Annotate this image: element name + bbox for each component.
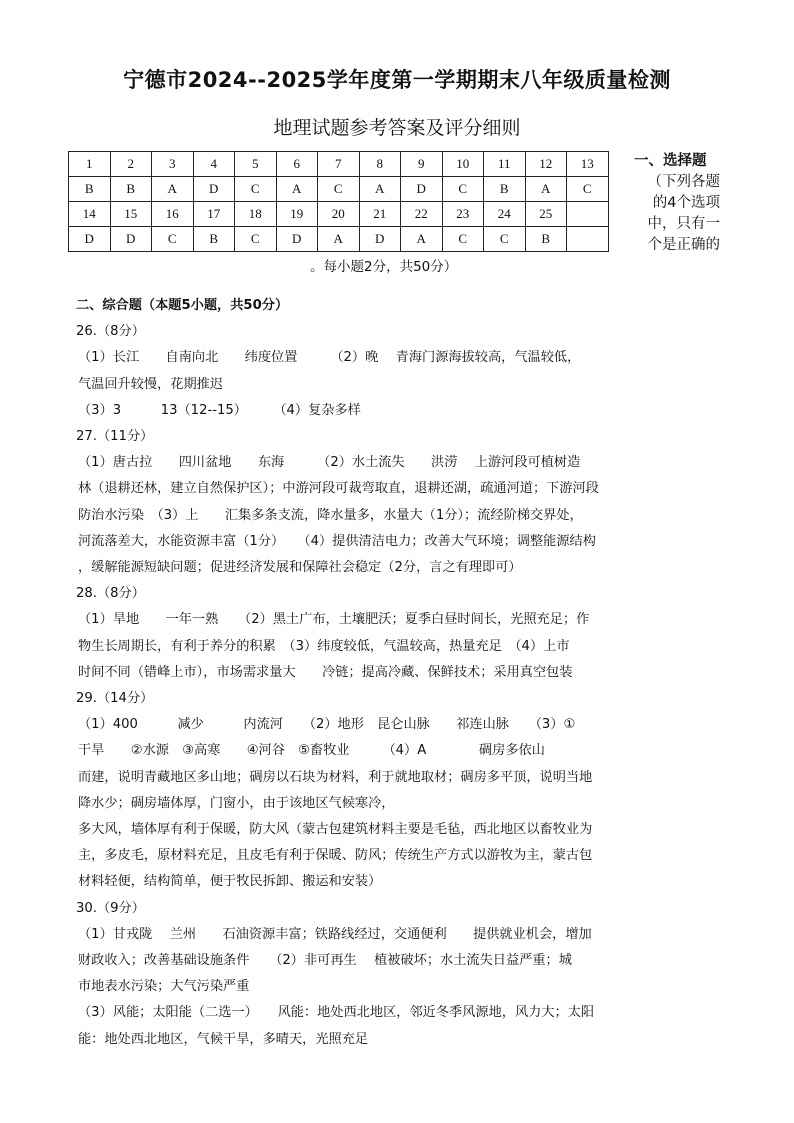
answer-cell: D xyxy=(276,227,318,252)
questions-list xyxy=(76,319,724,1053)
answer-line: 材料轻便，结构简单，便于牧民拆卸、搬运和安装） xyxy=(78,874,382,890)
answer-cell: B xyxy=(484,177,526,202)
answer-cell: A xyxy=(276,177,318,202)
question-number-cell: 18 xyxy=(235,202,277,227)
question-number-cell: 16 xyxy=(152,202,194,227)
answer-cell: C xyxy=(442,227,484,252)
answer-row xyxy=(69,227,609,252)
answer-cell: A xyxy=(359,177,401,202)
question-number-cell: 14 xyxy=(69,202,111,227)
question-number-cell: 22 xyxy=(401,202,443,227)
answer-line: 时间不同（错峰上市），市场需求量大 冷链；提高冷藏、保鲜技术；采用真空包装 xyxy=(78,664,573,680)
answer-row xyxy=(69,177,609,202)
question-number-cell: 21 xyxy=(359,202,401,227)
answer-line: （1）唐古拉 四川盆地 东海 （2）水土流失 洪涝 上游河段可植树造 xyxy=(78,455,581,471)
question-number-cell: 13 xyxy=(567,152,609,177)
answer-line: 而建，说明青藏地区多山地；碉房以石块为材料，利于就地取材；碉房多平顶，说明当地 xyxy=(78,769,593,785)
question-number-cell: 11 xyxy=(484,152,526,177)
answer-line: 降水少；碉房墙体厚，门窗小，由于该地区气候寒冷， xyxy=(78,795,395,811)
answer-cell: D xyxy=(401,177,443,202)
answer-cell: D xyxy=(110,227,152,252)
answer-line: 干旱 ②水源 ③高寒 ④河谷 ⑤畜牧业 （4）A 碉房多依山 xyxy=(78,743,545,759)
answer-line: 能：地处西北地区，气候干旱，多晴天，光照充足 xyxy=(78,1031,369,1047)
question-number-cell: 5 xyxy=(235,152,277,177)
question-number-cell: 7 xyxy=(318,152,360,177)
answer-cell: A xyxy=(318,227,360,252)
answer-cell: C xyxy=(442,177,484,202)
question-number-cell xyxy=(567,202,609,227)
answer-line: 财政收入；改善基础设施条件 （2）非可再生 植被破坏；水土流失日益严重；城 xyxy=(78,953,572,969)
choice-description-line: （下列各题 xyxy=(647,174,720,190)
answer-line: 气温回升较慢，花期推迟 xyxy=(78,376,224,392)
answer-line: （1）400 减少 内流河 （2）地形 昆仑山脉 祁连山脉 （3）① xyxy=(78,717,576,733)
question-number-cell: 12 xyxy=(525,152,567,177)
document-subtitle: 地理试题参考答案及评分细则 xyxy=(273,117,521,139)
question-number-cell: 19 xyxy=(276,202,318,227)
answer-cell: C xyxy=(484,227,526,252)
question-number-cell: 2 xyxy=(110,152,152,177)
answer-line: 河流落差大，水能资源丰富（1分） （4）提供清洁电力；改善大气环境；调整能源结构 xyxy=(78,533,596,549)
answer-cell: D xyxy=(69,227,111,252)
answer-cell: C xyxy=(235,177,277,202)
answer-line: ，缓解能源短缺问题；促进经济发展和保障社会稳定（2分，言之有理即可） xyxy=(78,560,522,576)
answer-cell: B xyxy=(69,177,111,202)
choice-heading: 一、选择题 xyxy=(634,153,707,169)
question-number-cell: 8 xyxy=(359,152,401,177)
answer-line: 林（退耕还林，建立自然保护区）；中游河段可裁弯取直，退耕还湖，疏通河道；下游河段 xyxy=(78,481,599,497)
question-number-cell: 1 xyxy=(69,152,111,177)
answer-line: 物生长周期长，有利于养分的积累 （3）纬度较低，气温较高，热量充足 （4）上市 xyxy=(78,638,570,654)
choice-description xyxy=(634,172,720,256)
answer-cell: C xyxy=(235,227,277,252)
question-number-cell: 25 xyxy=(525,202,567,227)
answer-cell: B xyxy=(193,227,235,252)
question-number-cell: 9 xyxy=(401,152,443,177)
choice-score-note: 。每小题2分，共50分） xyxy=(310,259,458,275)
choice-section-header xyxy=(634,151,720,256)
answer-line: 防治水污染 （3）上 汇集多条支流，降水量多，水量大（1分）；流经阶梯交界处， xyxy=(78,507,583,523)
answer-line: （1）甘戎陇 兰州 石油资源丰富；铁路线经过，交通便利 提供就业机会，增加 xyxy=(78,926,592,942)
answer-cell: A xyxy=(401,227,443,252)
question-number-cell: 17 xyxy=(193,202,235,227)
answer-cell: C xyxy=(567,177,609,202)
question-number-row xyxy=(69,202,609,227)
answer-cell: B xyxy=(110,177,152,202)
answer-line: 多大风，墙体厚有利于保暖，防大风（蒙古包建筑材料主要是毛毡，西北地区以畜牧业为 xyxy=(78,822,593,838)
choice-description-line: 个是正确的 xyxy=(647,237,720,253)
question-number-cell: 4 xyxy=(193,152,235,177)
question-number-row xyxy=(69,152,609,177)
question-heading: 28.（8分） xyxy=(76,586,145,602)
document-title: 宁德市2024--2025学年度第一学期期末八年级质量检测 xyxy=(123,68,671,92)
question-heading: 30.（9分） xyxy=(76,900,145,916)
answer-cell: D xyxy=(359,227,401,252)
question-number-cell: 20 xyxy=(318,202,360,227)
comprehensive-section xyxy=(76,293,724,1053)
choice-description-line: 中，只有一 xyxy=(647,216,720,232)
answer-line: （3）3 13（12--15） （4）复杂多样 xyxy=(78,402,361,418)
answer-cell: D xyxy=(193,177,235,202)
question-number-cell: 3 xyxy=(152,152,194,177)
answer-line: （1）长江 自南向北 纬度位置 （2）晚 青海门源海拔较高，气温较低， xyxy=(78,350,581,366)
answer-line: （1）旱地 一年一熟 （2）黑土广布，土壤肥沃；夏季白昼时间长，光照充足；作 xyxy=(78,612,590,628)
question-heading: 26.（8分） xyxy=(76,324,145,340)
question-number-cell: 15 xyxy=(110,202,152,227)
choice-description-line: 的4个选项 xyxy=(652,195,720,211)
answer-line: 市地表水污染；大气污染严重 xyxy=(78,979,250,995)
question-number-cell: 6 xyxy=(276,152,318,177)
answer-cell: C xyxy=(318,177,360,202)
question-number-cell: 23 xyxy=(442,202,484,227)
answer-cell: A xyxy=(152,177,194,202)
question-number-cell: 10 xyxy=(442,152,484,177)
question-heading: 27.（11分） xyxy=(76,429,154,445)
section2-heading: 二、综合题（本题5小题，共50分） xyxy=(76,298,289,313)
answer-line: （3）风能；太阳能（二选一） 风能：地处西北地区，邻近冬季风源地，风力大；太阳 xyxy=(78,1005,595,1021)
answer-cell: A xyxy=(525,177,567,202)
answer-cell: B xyxy=(525,227,567,252)
answer-line: 主，多皮毛，原材料充足，且皮毛有利于保暖、防风；传统生产方式以游牧为主，蒙古包 xyxy=(78,848,593,864)
answer-table xyxy=(68,151,609,252)
answer-cell xyxy=(567,227,609,252)
question-number-cell: 24 xyxy=(484,202,526,227)
answer-cell: C xyxy=(152,227,194,252)
question-heading: 29.（14分） xyxy=(76,691,154,707)
